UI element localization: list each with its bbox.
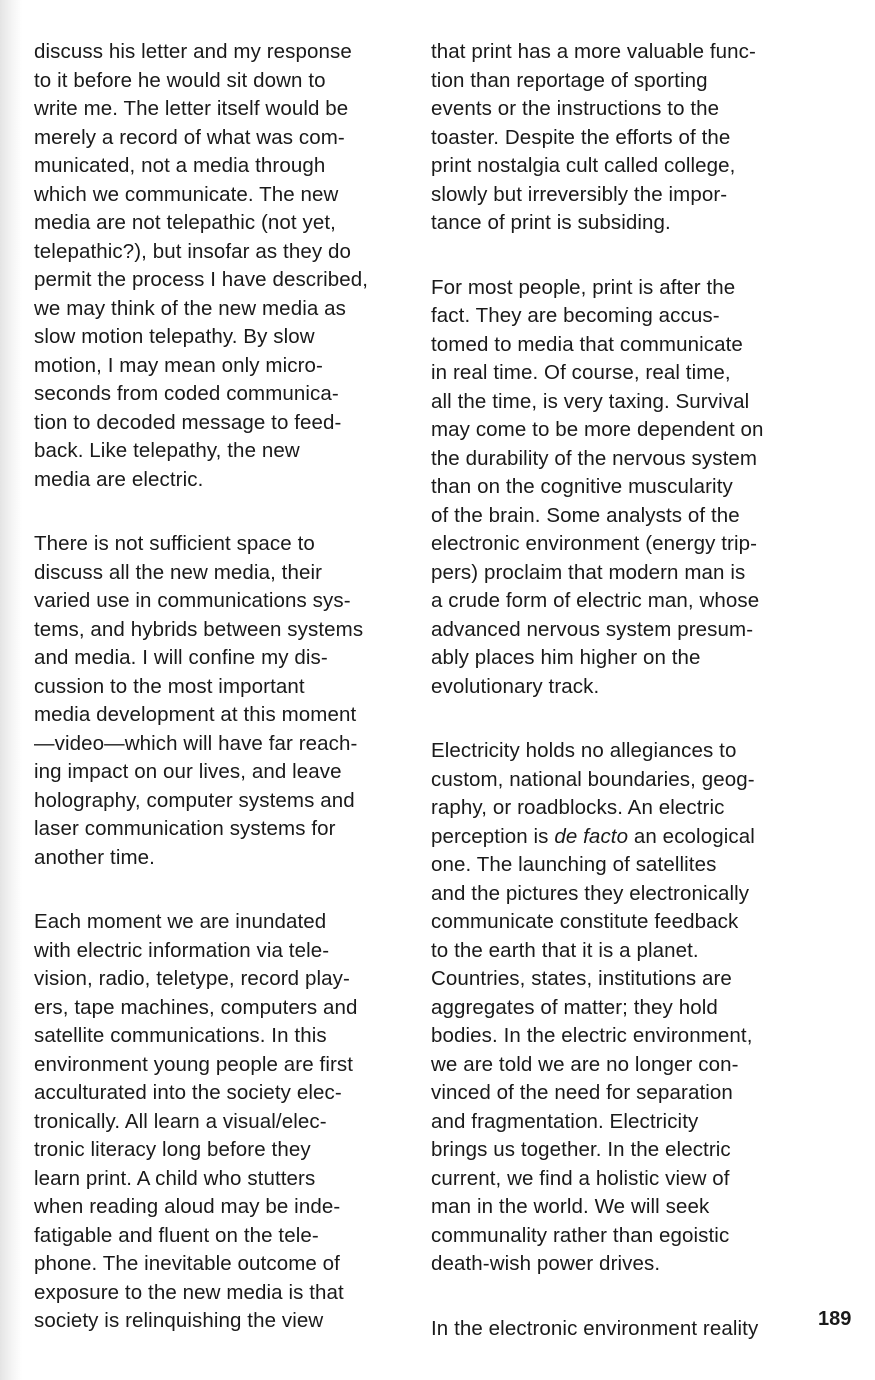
text-line: write me. The letter itself would be — [34, 97, 349, 120]
text-line: motion, I may mean only micro- — [34, 353, 323, 377]
text-line: back. Like telepathy, the new — [34, 439, 300, 462]
text-line: There is not sufficient space to — [34, 532, 315, 555]
paragraph-gap — [431, 238, 811, 274]
text-line: telepathic?), but insofar as they do — [34, 239, 351, 263]
text-line: tance of print is subsiding. — [431, 211, 671, 234]
text-line: seconds from coded communica- — [34, 382, 339, 405]
text-line: man in the world. We will seek — [431, 1195, 710, 1218]
text-line: to the earth that it is a planet. — [431, 938, 699, 962]
text-line: another time. — [34, 845, 155, 869]
text-line: merely a record of what was com- — [34, 125, 345, 149]
text-run: perception is — [431, 824, 555, 848]
text-line: ers, tape machines, computers and — [34, 995, 358, 1019]
page-number: 189 — [818, 1308, 852, 1330]
text-line: varied use in communications sys- — [34, 589, 351, 612]
text-line: a crude form of electric man, whose — [431, 589, 760, 612]
text-line: ing impact on our lives, and leave — [34, 760, 342, 783]
text-line: phone. The inevitable outcome of — [34, 1252, 340, 1275]
text-line: municated, not a media through — [34, 154, 326, 177]
text-line: society is relinquishing the view — [34, 1309, 324, 1332]
text-line: of the brain. Some analysts of the — [431, 503, 740, 527]
text-line: and media. I will confine my dis- — [34, 646, 328, 669]
text-line: fact. They are becoming accus- — [431, 304, 720, 327]
text-line: cussion to the most important — [34, 674, 305, 698]
text-line: vinced of the need for separation — [431, 1081, 733, 1104]
paragraph-6 — [431, 737, 811, 1279]
text-line: ably places him higher on the — [431, 646, 701, 669]
text-line: discuss his letter and my response — [34, 40, 352, 63]
text-line: media are electric. — [34, 467, 204, 491]
paragraph-gap — [34, 872, 404, 908]
text-line: exposure to the new media is that — [34, 1280, 344, 1304]
left-column — [34, 38, 404, 1336]
text-line: permit the process I have described, — [34, 268, 369, 291]
text-line: communicate constitute feedback — [431, 910, 739, 933]
text-line: media are not telepathic (not yet, — [34, 211, 336, 234]
text-line: advanced nervous system presum- — [431, 617, 754, 641]
paragraph-gap — [431, 1279, 811, 1315]
text-line: events or the instructions to the — [431, 97, 720, 120]
text-line: with electric information via tele- — [34, 938, 330, 962]
paragraph-2 — [34, 530, 404, 872]
text-line: fatigable and fluent on the tele- — [34, 1223, 319, 1247]
text-line: aggregates of matter; they hold — [431, 995, 718, 1019]
text-line: —video—which will have far reach- — [34, 731, 358, 755]
paragraph-1 — [34, 38, 404, 494]
text-line: laser communication systems for — [34, 817, 336, 840]
text-line: tronically. All learn a visual/elec- — [34, 1109, 327, 1133]
text-line: Electricity holds no allegiances to — [431, 739, 737, 762]
text-line: death-wish power drives. — [431, 1252, 661, 1275]
text-line: current, we find a holistic view of — [431, 1166, 730, 1190]
text-line: communality rather than egoistic — [431, 1223, 730, 1247]
text-line: environment young people are first — [34, 1052, 354, 1076]
text-line: custom, national boundaries, geog- — [431, 767, 755, 791]
text-line: acculturated into the society elec- — [34, 1081, 342, 1104]
text-line: discuss all the new media, their — [34, 560, 323, 584]
text-line: that print has a more valuable func- — [431, 40, 756, 63]
paragraph-3 — [34, 908, 404, 1336]
text-line: evolutionary track. — [431, 674, 600, 698]
text-line: In the electronic environment reality — [431, 1316, 759, 1340]
text-line: holography, computer systems and — [34, 788, 355, 812]
text-line: one. The launching of satellites — [431, 853, 717, 876]
paragraph-gap — [431, 701, 811, 737]
text-line: tems, and hybrids between systems — [34, 617, 364, 641]
text-line: media development at this moment — [34, 703, 357, 726]
text-line: toaster. Despite the efforts of the — [431, 125, 731, 149]
text-line: raphy, or roadblocks. An electric — [431, 796, 725, 819]
text-line: in real time. Of course, real time, — [431, 361, 731, 384]
text-line: learn print. A child who stutters — [34, 1166, 316, 1190]
paragraph-4 — [431, 38, 811, 238]
text-line: we are told we are no longer con- — [431, 1052, 739, 1076]
text-line: and the pictures they electronically — [431, 881, 750, 905]
text-line: satellite communications. In this — [34, 1024, 327, 1047]
text-line: slow motion telepathy. By slow — [34, 325, 315, 348]
text-line: may come to be more dependent on — [431, 418, 764, 441]
text-line: which we communicate. The new — [34, 182, 339, 206]
page-binding-shadow — [0, 0, 22, 1380]
paragraph-7 — [431, 1315, 811, 1344]
text-line: to it before he would sit down to — [34, 68, 326, 92]
text-line: For most people, print is after the — [431, 275, 736, 299]
text-line: tion than reportage of sporting — [431, 68, 708, 92]
text-line: tion to decoded message to feed- — [34, 410, 342, 434]
text-line: print nostalgia cult called college, — [431, 154, 736, 177]
text-line: Each moment we are inundated — [34, 910, 327, 933]
text-line: than on the cognitive muscularity — [431, 475, 733, 498]
text-line: when reading aloud may be inde- — [34, 1195, 341, 1218]
text-line: tomed to media that communicate — [431, 332, 743, 356]
text-line: vision, radio, teletype, record play- — [34, 967, 350, 990]
text-line: slowly but irreversibly the impor- — [431, 182, 728, 206]
italic-term: de facto — [554, 824, 629, 848]
text-line: all the time, is very taxing. Survival — [431, 389, 750, 413]
text-line: and fragmentation. Electricity — [431, 1109, 699, 1133]
text-line — [431, 823, 811, 852]
text-line: bodies. In the electric environment, — [431, 1024, 753, 1047]
text-line: the durability of the nervous system — [431, 446, 758, 470]
text-line: tronic literacy long before they — [34, 1138, 311, 1161]
text-line: pers) proclaim that modern man is — [431, 560, 746, 584]
text-run: an ecological — [628, 824, 755, 848]
text-line: Countries, states, institutions are — [431, 967, 732, 990]
right-column — [431, 38, 811, 1343]
text-line: we may think of the new media as — [34, 296, 346, 320]
text-line: brings us together. In the electric — [431, 1138, 731, 1161]
text-line: electronic environment (energy trip- — [431, 532, 758, 555]
paragraph-gap — [34, 494, 404, 530]
paragraph-5 — [431, 274, 811, 702]
